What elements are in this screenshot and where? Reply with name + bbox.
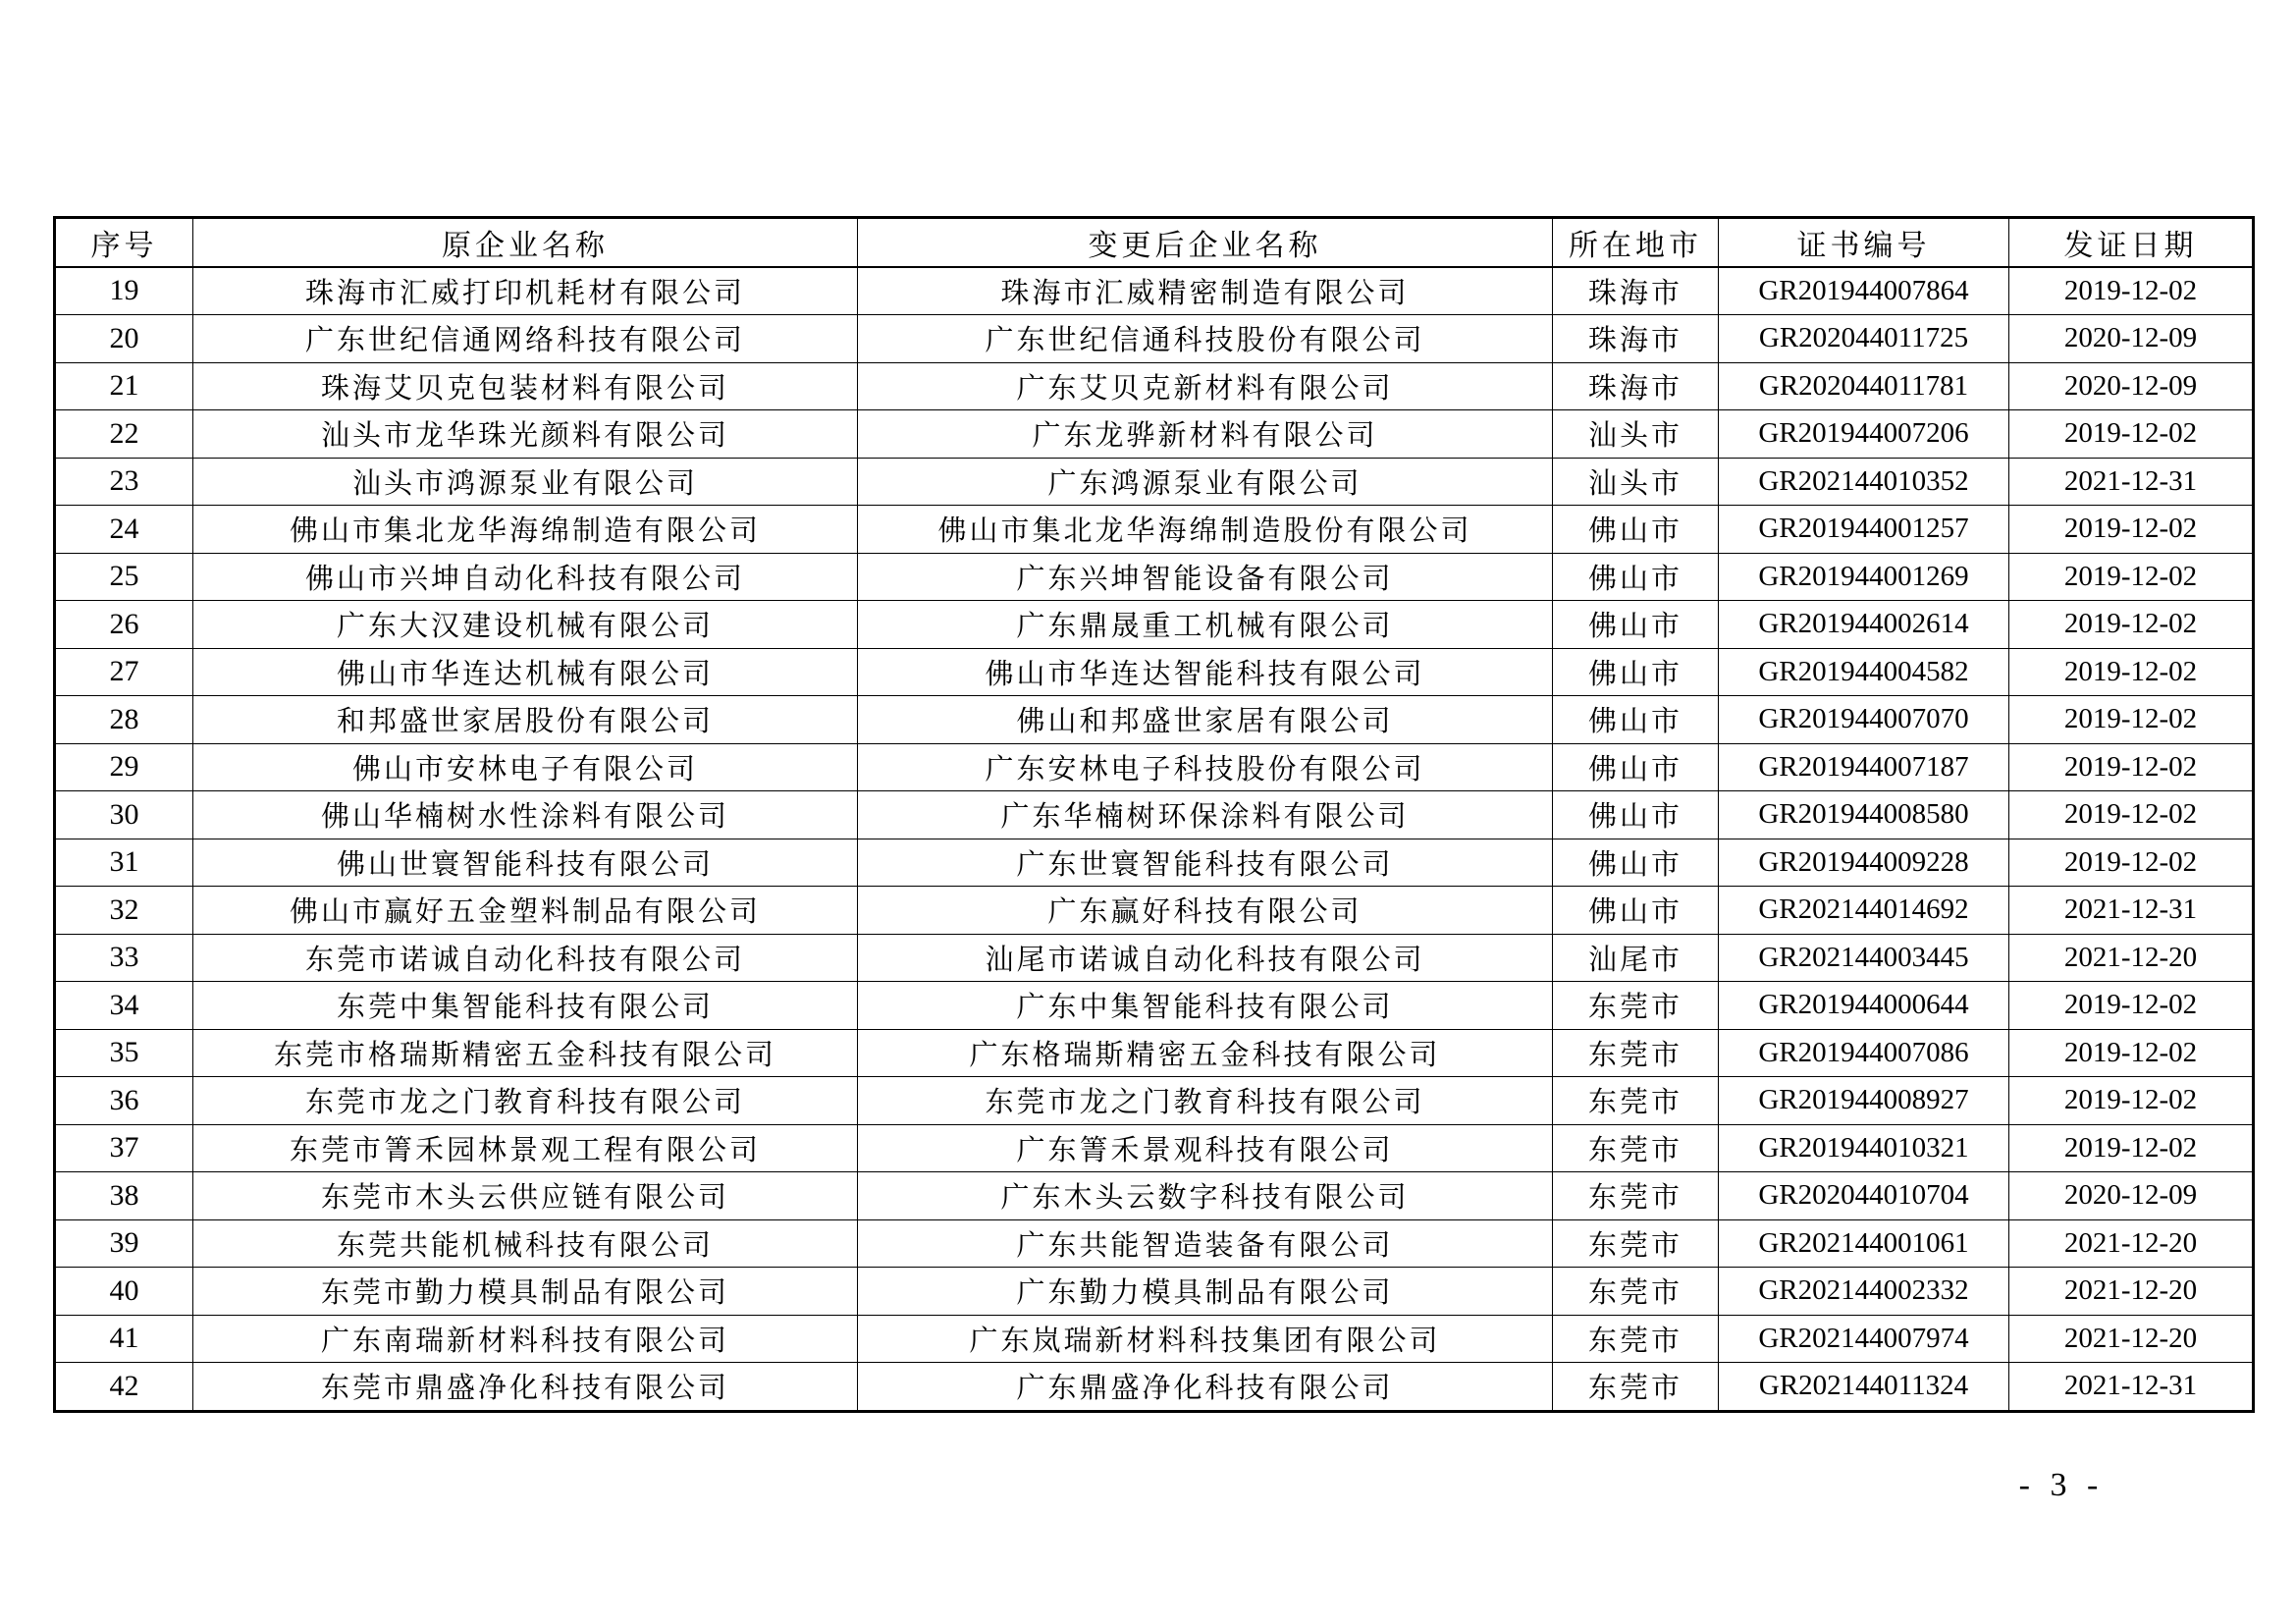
row-index: 42 xyxy=(55,1363,193,1412)
table-row xyxy=(55,1363,2254,1412)
new-company-name: 汕尾市诺诚自动化科技有限公司 xyxy=(858,934,1553,982)
old-company-name: 广东南瑞新材料科技有限公司 xyxy=(193,1315,858,1363)
table-body xyxy=(55,267,2254,1412)
city: 佛山市 xyxy=(1553,887,1719,935)
row-index: 40 xyxy=(55,1268,193,1316)
table-row xyxy=(55,1124,2254,1172)
row-index: 23 xyxy=(55,458,193,506)
table-row xyxy=(55,410,2254,459)
row-index: 41 xyxy=(55,1315,193,1363)
new-company-name: 广东箐禾景观科技有限公司 xyxy=(858,1124,1553,1172)
city: 佛山市 xyxy=(1553,553,1719,601)
certificate-number: GR201944008580 xyxy=(1719,791,2009,839)
city: 东莞市 xyxy=(1553,1124,1719,1172)
table-row xyxy=(55,791,2254,839)
table-row xyxy=(55,601,2254,649)
issue-date: 2019-12-02 xyxy=(2009,601,2254,649)
row-index: 36 xyxy=(55,1077,193,1125)
row-index: 27 xyxy=(55,648,193,696)
table-row xyxy=(55,267,2254,315)
certificate-number: GR201944000644 xyxy=(1719,982,2009,1030)
header-cert-no: 证书编号 xyxy=(1719,218,2009,267)
old-company-name: 东莞市木头云供应链有限公司 xyxy=(193,1172,858,1220)
old-company-name: 珠海艾贝克包装材料有限公司 xyxy=(193,362,858,410)
table-row xyxy=(55,839,2254,887)
old-company-name: 东莞市鼎盛净化科技有限公司 xyxy=(193,1363,858,1412)
new-company-name: 广东共能智造装备有限公司 xyxy=(858,1219,1553,1268)
old-company-name: 佛山市安林电子有限公司 xyxy=(193,743,858,791)
city: 东莞市 xyxy=(1553,1315,1719,1363)
table-row xyxy=(55,1315,2254,1363)
new-company-name: 广东世纪信通科技股份有限公司 xyxy=(858,315,1553,363)
certificate-number: GR201944004582 xyxy=(1719,648,2009,696)
row-index: 24 xyxy=(55,506,193,554)
city: 珠海市 xyxy=(1553,267,1719,315)
city: 汕尾市 xyxy=(1553,934,1719,982)
issue-date: 2019-12-02 xyxy=(2009,743,2254,791)
certificate-number: GR201944007070 xyxy=(1719,696,2009,744)
old-company-name: 东莞市箐禾园林景观工程有限公司 xyxy=(193,1124,858,1172)
city: 佛山市 xyxy=(1553,696,1719,744)
issue-date: 2019-12-02 xyxy=(2009,982,2254,1030)
table-header-row xyxy=(55,218,2254,267)
certificate-number: GR202144007974 xyxy=(1719,1315,2009,1363)
table-row xyxy=(55,1029,2254,1077)
certificate-number: GR202144014692 xyxy=(1719,887,2009,935)
row-index: 26 xyxy=(55,601,193,649)
new-company-name: 广东中集智能科技有限公司 xyxy=(858,982,1553,1030)
row-index: 20 xyxy=(55,315,193,363)
new-company-name: 佛山市华连达智能科技有限公司 xyxy=(858,648,1553,696)
issue-date: 2021-12-20 xyxy=(2009,1219,2254,1268)
page-number: - 3 - xyxy=(2018,1467,2105,1503)
new-company-name: 广东木头云数字科技有限公司 xyxy=(858,1172,1553,1220)
certificate-number: GR201944001257 xyxy=(1719,506,2009,554)
certificate-number: GR202144003445 xyxy=(1719,934,2009,982)
issue-date: 2019-12-02 xyxy=(2009,696,2254,744)
row-index: 35 xyxy=(55,1029,193,1077)
old-company-name: 东莞市勤力模具制品有限公司 xyxy=(193,1268,858,1316)
header-city: 所在地市 xyxy=(1553,218,1719,267)
row-index: 19 xyxy=(55,267,193,315)
old-company-name: 佛山市华连达机械有限公司 xyxy=(193,648,858,696)
header-date: 发证日期 xyxy=(2009,218,2254,267)
issue-date: 2019-12-02 xyxy=(2009,506,2254,554)
city: 东莞市 xyxy=(1553,982,1719,1030)
certificate-number: GR202144002332 xyxy=(1719,1268,2009,1316)
row-index: 37 xyxy=(55,1124,193,1172)
issue-date: 2019-12-02 xyxy=(2009,1077,2254,1125)
new-company-name: 广东安林电子科技股份有限公司 xyxy=(858,743,1553,791)
city: 东莞市 xyxy=(1553,1363,1719,1412)
city: 东莞市 xyxy=(1553,1219,1719,1268)
old-company-name: 广东世纪信通网络科技有限公司 xyxy=(193,315,858,363)
row-index: 39 xyxy=(55,1219,193,1268)
old-company-name: 汕头市龙华珠光颜料有限公司 xyxy=(193,410,858,459)
table-row xyxy=(55,1219,2254,1268)
row-index: 29 xyxy=(55,743,193,791)
certificate-number: GR202044010704 xyxy=(1719,1172,2009,1220)
issue-date: 2019-12-02 xyxy=(2009,553,2254,601)
new-company-name: 广东艾贝克新材料有限公司 xyxy=(858,362,1553,410)
new-company-name: 珠海市汇威精密制造有限公司 xyxy=(858,267,1553,315)
city: 佛山市 xyxy=(1553,839,1719,887)
new-company-name: 佛山和邦盛世家居有限公司 xyxy=(858,696,1553,744)
issue-date: 2021-12-31 xyxy=(2009,458,2254,506)
certificate-number: GR201944007864 xyxy=(1719,267,2009,315)
row-index: 32 xyxy=(55,887,193,935)
certificate-number: GR202144010352 xyxy=(1719,458,2009,506)
issue-date: 2020-12-09 xyxy=(2009,362,2254,410)
certificate-number: GR201944008927 xyxy=(1719,1077,2009,1125)
city: 珠海市 xyxy=(1553,362,1719,410)
certificate-change-table xyxy=(53,216,2255,1413)
city: 佛山市 xyxy=(1553,506,1719,554)
row-index: 33 xyxy=(55,934,193,982)
issue-date: 2021-12-20 xyxy=(2009,1315,2254,1363)
table-row xyxy=(55,506,2254,554)
certificate-number: GR201944002614 xyxy=(1719,601,2009,649)
issue-date: 2019-12-02 xyxy=(2009,1029,2254,1077)
table-row xyxy=(55,553,2254,601)
certificate-number: GR202144011324 xyxy=(1719,1363,2009,1412)
row-index: 31 xyxy=(55,839,193,887)
header-index: 序号 xyxy=(55,218,193,267)
issue-date: 2021-12-31 xyxy=(2009,887,2254,935)
issue-date: 2019-12-02 xyxy=(2009,267,2254,315)
issue-date: 2019-12-02 xyxy=(2009,1124,2254,1172)
certificate-number: GR201944009228 xyxy=(1719,839,2009,887)
new-company-name: 广东华楠树环保涂料有限公司 xyxy=(858,791,1553,839)
header-old-name: 原企业名称 xyxy=(193,218,858,267)
old-company-name: 广东大汉建设机械有限公司 xyxy=(193,601,858,649)
issue-date: 2021-12-20 xyxy=(2009,1268,2254,1316)
city: 东莞市 xyxy=(1553,1029,1719,1077)
old-company-name: 东莞市格瑞斯精密五金科技有限公司 xyxy=(193,1029,858,1077)
new-company-name: 广东赢好科技有限公司 xyxy=(858,887,1553,935)
certificate-number: GR201944007086 xyxy=(1719,1029,2009,1077)
new-company-name: 广东龙骅新材料有限公司 xyxy=(858,410,1553,459)
old-company-name: 汕头市鸿源泵业有限公司 xyxy=(193,458,858,506)
table-row xyxy=(55,315,2254,363)
new-company-name: 佛山市集北龙华海绵制造股份有限公司 xyxy=(858,506,1553,554)
old-company-name: 佛山市赢好五金塑料制品有限公司 xyxy=(193,887,858,935)
certificate-number: GR202144001061 xyxy=(1719,1219,2009,1268)
issue-date: 2021-12-20 xyxy=(2009,934,2254,982)
new-company-name: 广东鸿源泵业有限公司 xyxy=(858,458,1553,506)
city: 东莞市 xyxy=(1553,1268,1719,1316)
issue-date: 2019-12-02 xyxy=(2009,791,2254,839)
certificate-number: GR202044011781 xyxy=(1719,362,2009,410)
city: 东莞市 xyxy=(1553,1077,1719,1125)
row-index: 22 xyxy=(55,410,193,459)
old-company-name: 佛山世寰智能科技有限公司 xyxy=(193,839,858,887)
certificate-number: GR201944001269 xyxy=(1719,553,2009,601)
old-company-name: 珠海市汇威打印机耗材有限公司 xyxy=(193,267,858,315)
table-row xyxy=(55,696,2254,744)
old-company-name: 东莞市龙之门教育科技有限公司 xyxy=(193,1077,858,1125)
new-company-name: 广东格瑞斯精密五金科技有限公司 xyxy=(858,1029,1553,1077)
old-company-name: 和邦盛世家居股份有限公司 xyxy=(193,696,858,744)
new-company-name: 广东鼎晟重工机械有限公司 xyxy=(858,601,1553,649)
row-index: 34 xyxy=(55,982,193,1030)
city: 佛山市 xyxy=(1553,601,1719,649)
new-company-name: 广东勤力模具制品有限公司 xyxy=(858,1268,1553,1316)
city: 东莞市 xyxy=(1553,1172,1719,1220)
row-index: 21 xyxy=(55,362,193,410)
issue-date: 2019-12-02 xyxy=(2009,839,2254,887)
table-row xyxy=(55,362,2254,410)
row-index: 38 xyxy=(55,1172,193,1220)
table-row xyxy=(55,887,2254,935)
certificate-number: GR201944007206 xyxy=(1719,410,2009,459)
issue-date: 2020-12-09 xyxy=(2009,1172,2254,1220)
old-company-name: 佛山市集北龙华海绵制造有限公司 xyxy=(193,506,858,554)
certificate-number: GR201944007187 xyxy=(1719,743,2009,791)
old-company-name: 佛山市兴坤自动化科技有限公司 xyxy=(193,553,858,601)
city: 佛山市 xyxy=(1553,648,1719,696)
table-row xyxy=(55,1172,2254,1220)
row-index: 30 xyxy=(55,791,193,839)
new-company-name: 东莞市龙之门教育科技有限公司 xyxy=(858,1077,1553,1125)
city: 汕头市 xyxy=(1553,410,1719,459)
issue-date: 2020-12-09 xyxy=(2009,315,2254,363)
table-row xyxy=(55,648,2254,696)
table-row xyxy=(55,1268,2254,1316)
old-company-name: 东莞中集智能科技有限公司 xyxy=(193,982,858,1030)
new-company-name: 广东兴坤智能设备有限公司 xyxy=(858,553,1553,601)
table-row xyxy=(55,934,2254,982)
city: 珠海市 xyxy=(1553,315,1719,363)
city: 汕头市 xyxy=(1553,458,1719,506)
new-company-name: 广东岚瑞新材料科技集团有限公司 xyxy=(858,1315,1553,1363)
certificate-number: GR201944010321 xyxy=(1719,1124,2009,1172)
old-company-name: 东莞市诺诚自动化科技有限公司 xyxy=(193,934,858,982)
table-row xyxy=(55,1077,2254,1125)
header-new-name: 变更后企业名称 xyxy=(858,218,1553,267)
issue-date: 2021-12-31 xyxy=(2009,1363,2254,1412)
city: 佛山市 xyxy=(1553,791,1719,839)
issue-date: 2019-12-02 xyxy=(2009,648,2254,696)
old-company-name: 佛山华楠树水性涂料有限公司 xyxy=(193,791,858,839)
table-row xyxy=(55,982,2254,1030)
row-index: 25 xyxy=(55,553,193,601)
issue-date: 2019-12-02 xyxy=(2009,410,2254,459)
table-row xyxy=(55,743,2254,791)
certificate-number: GR202044011725 xyxy=(1719,315,2009,363)
table-row xyxy=(55,458,2254,506)
old-company-name: 东莞共能机械科技有限公司 xyxy=(193,1219,858,1268)
row-index: 28 xyxy=(55,696,193,744)
city: 佛山市 xyxy=(1553,743,1719,791)
new-company-name: 广东鼎盛净化科技有限公司 xyxy=(858,1363,1553,1412)
new-company-name: 广东世寰智能科技有限公司 xyxy=(858,839,1553,887)
